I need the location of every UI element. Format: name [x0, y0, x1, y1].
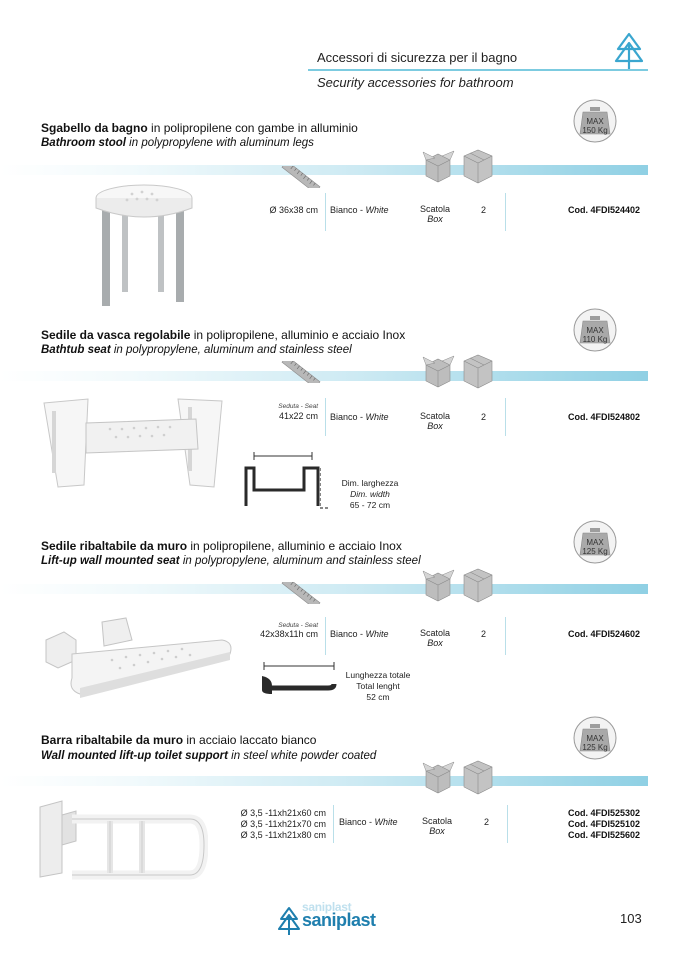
dimension-note: Dim. larghezza Dim. width 65 - 72 cm [341, 478, 399, 510]
product-title-italian: Sedile ribaltabile da muro in polipropilene, alluminio e acciaio Inox [41, 539, 402, 553]
product-color: Bianco - White [330, 205, 389, 215]
section-title-english: Security accessories for bathroom [317, 75, 514, 90]
product-code: Cod. 4FDI525102 [567, 819, 640, 829]
max-weight-badge [573, 712, 617, 760]
product-color: Bianco - White [330, 412, 389, 422]
package-quantity: 2 [481, 629, 487, 639]
spec-divider [325, 617, 326, 655]
section-band [0, 776, 648, 786]
product-title-italian: Sedile da vasca regolabile in polipropilene, alluminio e acciaio Inox [41, 328, 406, 342]
tree-logo-icon [614, 32, 644, 70]
spec-divider [325, 193, 326, 231]
product-code: Cod. 4FDI525302 [567, 808, 640, 818]
package-quantity: 2 [481, 412, 487, 422]
wall-seat-image [42, 614, 238, 702]
product-title-english: Wall mounted lift-up toilet support in steel white powder coated [41, 750, 377, 762]
package-type: Scatola Box [419, 204, 451, 224]
box-icon [422, 146, 494, 190]
toilet-support-bar-image [38, 797, 208, 889]
product-code: Cod. 4FDI525602 [567, 830, 640, 840]
section-title-italian: Accessori di sicurezza per il bagno [317, 50, 518, 65]
max-weight-badge [573, 516, 617, 564]
package-type: Scatola Box [419, 628, 451, 648]
ruler-icon [278, 582, 324, 604]
product-color: Bianco - White [330, 629, 389, 639]
spec-divider [505, 398, 506, 436]
package-quantity: 2 [481, 205, 487, 215]
product-title-english: Bathtub seat in polypropylene, aluminum and stainless steel [41, 344, 352, 356]
box-icon [422, 351, 494, 395]
section-band [0, 165, 648, 175]
size-label: Seduta - Seat [278, 622, 318, 629]
product-size: 41x22 cm [278, 411, 318, 421]
ruler-icon [278, 166, 324, 188]
max-value: 125 Kg [582, 743, 608, 752]
spec-divider [333, 805, 334, 843]
max-label: MAX [586, 734, 604, 743]
max-label: MAX [586, 538, 604, 547]
length-dimension-diagram [256, 660, 346, 706]
bathroom-stool-image [92, 180, 198, 310]
box-icon [422, 565, 494, 609]
saniplast-logo-icon [278, 906, 300, 936]
product-code: Cod. 4FDI524402 [567, 205, 640, 215]
max-value: 110 Kg [582, 335, 608, 344]
product-title-italian: Sgabello da bagno in polipropilene con gambe in alluminio [41, 121, 358, 135]
max-label: MAX [586, 117, 604, 126]
package-type: Scatola Box [421, 816, 453, 836]
brand-name: saniplast [302, 910, 376, 930]
max-value: 125 Kg [582, 547, 608, 556]
product-size: Ø 36x38 cm [269, 205, 318, 215]
spec-divider [505, 193, 506, 231]
max-weight-badge [573, 95, 617, 143]
brand-name-shadow: saniplast [302, 900, 352, 914]
section-band [0, 371, 648, 381]
dimension-note: Lunghezza totale Total lenght 52 cm [345, 670, 411, 702]
section-band [0, 584, 648, 594]
header-divider [308, 69, 648, 71]
product-size: Ø 3,5 -11xh21x60 cm [240, 808, 326, 818]
product-color: Bianco - White [339, 817, 398, 827]
product-title-english: Bathroom stool in polypropylene with aluminum legs [41, 137, 314, 149]
product-size: Ø 3,5 -11xh21x70 cm [240, 819, 326, 829]
size-label: Seduta - Seat [278, 403, 318, 410]
spec-divider [325, 398, 326, 436]
package-type: Scatola Box [419, 411, 451, 431]
spec-divider [507, 805, 508, 843]
page-number: 103 [620, 911, 642, 926]
max-value: 150 Kg [582, 126, 608, 135]
product-code: Cod. 4FDI524802 [567, 412, 640, 422]
product-title-english: Lift-up wall mounted seat in polypropylene, aluminum and stainless steel [41, 555, 421, 567]
product-size: Ø 3,5 -11xh21x80 cm [240, 830, 326, 840]
max-weight-badge [573, 304, 617, 352]
product-title-italian: Barra ribaltabile da muro in acciaio laccato bianco [41, 733, 317, 747]
box-icon [422, 757, 494, 801]
spec-divider [505, 617, 506, 655]
bathtub-seat-image [40, 393, 230, 493]
package-quantity: 2 [484, 817, 490, 827]
ruler-icon [278, 361, 324, 383]
product-code: Cod. 4FDI524602 [567, 629, 640, 639]
product-size: 42x38x11h cm [260, 629, 318, 639]
max-label: MAX [586, 326, 604, 335]
